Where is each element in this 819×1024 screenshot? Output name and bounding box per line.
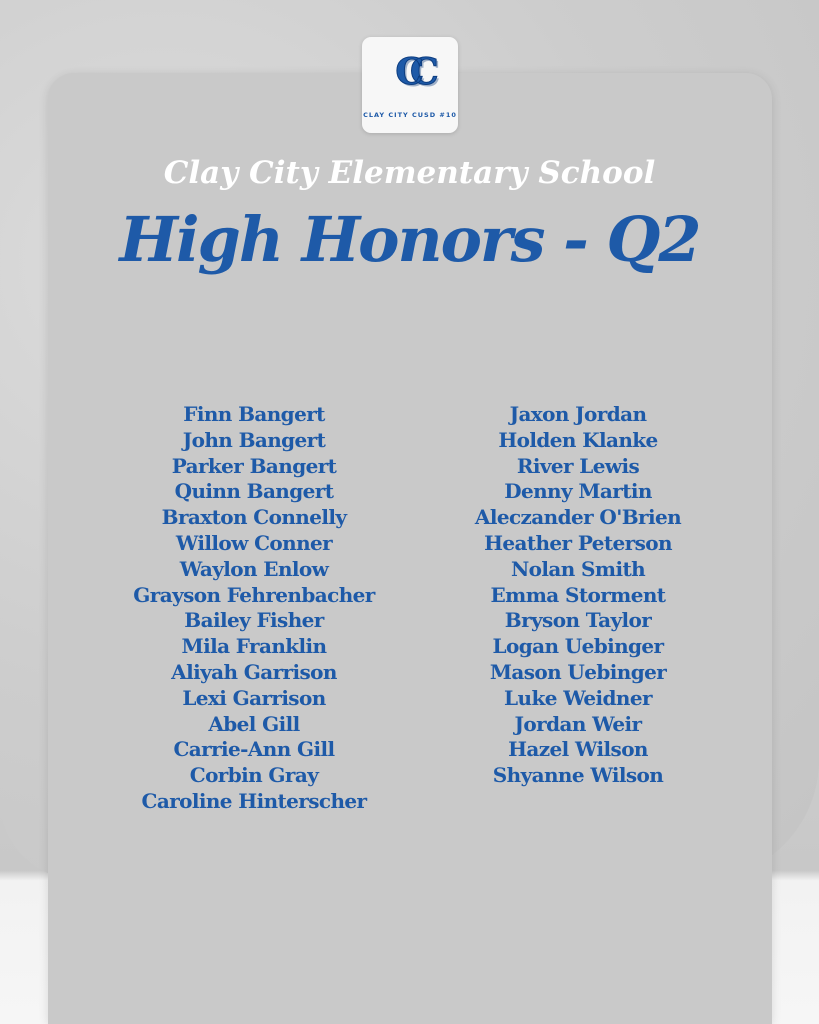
student-name: Nolan Smith (510, 556, 646, 581)
student-name: Jordan Weir (514, 711, 642, 736)
student-name: Parker Bangert (171, 453, 337, 478)
student-name: Logan Uebinger (492, 634, 664, 659)
student-name: Braxton Connelly (161, 505, 347, 530)
student-name: Corbin Gray (189, 763, 319, 788)
school-logo (362, 37, 458, 133)
student-name: Holden Klanke (498, 427, 658, 452)
student-name: Heather Peterson (484, 530, 672, 555)
student-name: Finn Bangert (183, 402, 325, 426)
student-name: Caroline Hinterscher (141, 788, 367, 813)
student-name: Waylon Enlow (179, 556, 329, 581)
student-name: Mason Uebinger (489, 659, 667, 684)
student-name: Bailey Fisher (184, 608, 324, 633)
student-name: Willow Conner (175, 530, 333, 555)
student-name: Jaxon Jordan (509, 402, 647, 426)
student-name: Mila Franklin (181, 634, 327, 659)
student-name: Quinn Bangert (174, 479, 334, 504)
student-name: Aliyah Garrison (171, 659, 337, 684)
student-name: Carrie-Ann Gill (173, 737, 335, 762)
page-title: High Honors - Q2 (119, 203, 700, 276)
student-name: Hazel Wilson (508, 737, 648, 762)
student-name: River Lewis (516, 453, 640, 478)
student-name: Aleczander O'Brien (474, 505, 682, 530)
cc-logo-mark: CC (395, 51, 425, 93)
school-name: Clay City Elementary School (163, 155, 656, 191)
names-column-left (89, 402, 419, 815)
student-name: Grayson Fehrenbacher (133, 582, 375, 607)
student-name: Emma Storment (490, 582, 666, 607)
student-name: Bryson Taylor (504, 608, 652, 633)
student-name: John Bangert (182, 427, 326, 452)
logo-caption: CLAY CITY CUSD #10 (363, 111, 457, 119)
names-column-right (413, 402, 743, 789)
student-name: Luke Weidner (504, 685, 652, 710)
student-name: Denny Martin (504, 479, 652, 504)
student-name: Abel Gill (208, 711, 300, 736)
student-name: Shyanne Wilson (492, 763, 664, 788)
student-name: Lexi Garrison (182, 685, 326, 710)
